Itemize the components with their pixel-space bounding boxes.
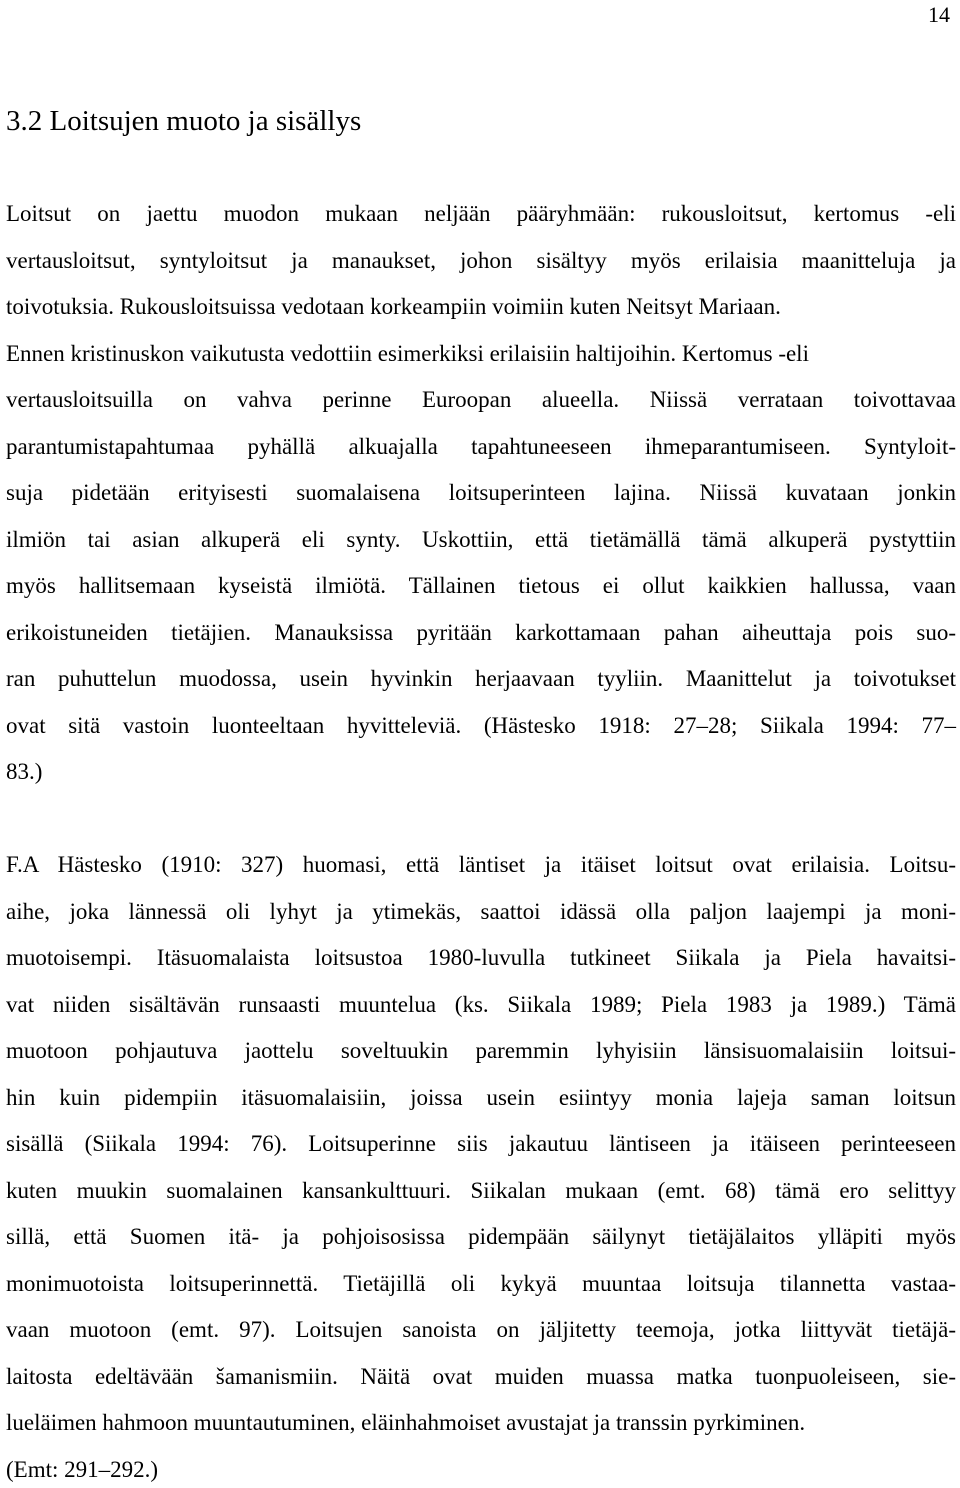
paragraph-line: monimuotoista loitsuperinnettä. Tietäjillä oli kykyä muuntaa loitsuja tilannetta vastaa- (6, 1271, 956, 1296)
paragraph-line: F.A Hästesko (1910: 327) huomasi, että läntiset ja itäiset loitsut ovat erilaisia. Loitsu- (6, 852, 956, 877)
paragraph-line: erikoistuneiden tietäjien. Manauksissa pyritään karkottamaan pahan aiheuttaja pois suo- (6, 620, 956, 645)
paragraph-line: sisällä (Siikala 1994: 76). Loitsuperinne siis jakautuu läntiseen ja itäiseen perinteeseen (6, 1131, 956, 1156)
paragraph-line: vertausloitsuilla on vahva perinne Euroopan alueella. Niissä verrataan toivottavaa (6, 387, 956, 412)
page-number: 14 (928, 2, 950, 27)
paragraph-line: hin kuin pidempiin itäsuomalaisiin, joissa usein esiintyy monia lajeja saman loitsun (6, 1085, 956, 1110)
paragraph-line: parantumistapahtumaa pyhällä alkuajalla tapahtuneeseen ihmeparantumiseen. Syntyloit- (6, 434, 956, 459)
paragraph-line: suja pidetään erityisesti suomalaisena loitsuperinteen lajina. Niissä kuvataan jonkin (6, 480, 956, 505)
paragraph-line: ovat sitä vastoin luonteeltaan hyvitteleviä. (Hästesko 1918: 27–28; Siikala 1994: 77– (6, 713, 956, 738)
section-heading: 3.2 Loitsujen muoto ja sisällys (6, 105, 362, 137)
paragraph-line: kuten muukin suomalainen kansankulttuuri. Siikalan mukaan (emt. 68) tämä ero selittyy (6, 1178, 956, 1203)
paragraph-line: (Emt: 291–292.) (6, 1457, 159, 1482)
paragraph-line: vertausloitsut, syntyloitsut ja manaukset, johon sisältyy myös erilaisia maanitteluja ja (6, 248, 956, 273)
paragraph-line: laitosta edeltävään šamanismiin. Näitä ovat muiden muassa matka tuonpuoleiseen, sie- (6, 1364, 956, 1389)
paragraph-line: Ennen kristinuskon vaikutusta vedottiin esimerkiksi erilaisiin haltijoihin. Kertomus -eli (6, 341, 809, 366)
paragraph-line: vat niiden sisältävän runsaasti muuntelua (ks. Siikala 1989; Piela 1983 ja 1989.) Tämä (6, 992, 956, 1017)
paragraph-line: aihe, joka lännessä oli lyhyt ja ytimekäs, saattoi idässä olla paljon laajempi ja moni- (6, 899, 956, 924)
paragraph-line: toivotuksia. Rukousloitsuissa vedotaan korkeampiin voimiin kuten Neitsyt Mariaan. (6, 294, 781, 319)
paragraph-line: myös hallitsemaan kyseistä ilmiötä. Tällainen tietous ei ollut kaikkien hallussa, vaan (6, 573, 956, 598)
paragraph-line: Loitsut on jaettu muodon mukaan neljään pääryhmään: rukousloitsut, kertomus -eli (6, 201, 956, 226)
paragraph-line: muotoisempi. Itäsuomalaista loitsustoa 1980-luvulla tutkineet Siikala ja Piela havaitsi- (6, 945, 956, 970)
paragraph-line: ran puhuttelun muodossa, usein hyvinkin herjaavaan tyyliin. Maanittelut ja toivotukset (6, 666, 956, 691)
paragraph-line: ilmiön tai asian alkuperä eli synty. Uskottiin, että tietämällä tämä alkuperä pystyttiin (6, 527, 956, 552)
paragraph-line: muotoon pohjautuva jaottelu soveltuukin paremmin lyhyisiin länsisuomalaisiin loitsui- (6, 1038, 956, 1063)
paragraph-line: lueläimen hahmoon muuntautuminen, eläinhahmoiset avustajat ja transsin pyrkiminen. (6, 1410, 806, 1435)
paragraph-line: sillä, että Suomen itä- ja pohjoisosissa pidempään säilynyt tietäjälaitos ylläpiti myös (6, 1224, 956, 1249)
paragraph-line: vaan muotoon (emt. 97). Loitsujen sanoista on jäljitetty teemoja, jotka liittyvät tietäjä- (6, 1317, 956, 1342)
paragraph-line: 83.) (6, 759, 43, 784)
